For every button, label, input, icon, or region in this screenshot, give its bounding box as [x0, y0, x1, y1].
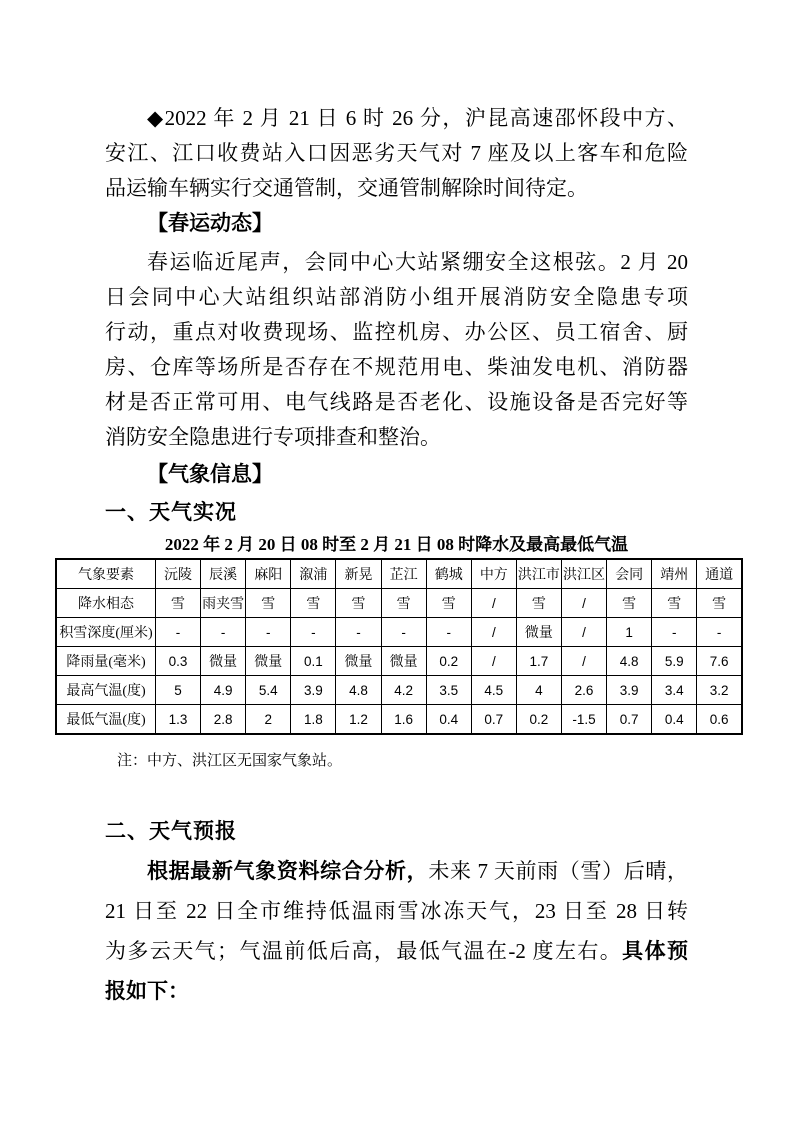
- weather-forecast-heading: 二、天气预报: [105, 820, 237, 843]
- text-run: 品运输车辆实行交通管制，交通管制解除时间待定。: [105, 176, 588, 200]
- text-run: 安江、江口收费站入口因恶劣天气对 7 座及以上客车和危险: [105, 141, 688, 165]
- text-line: [105, 385, 688, 420]
- value-cell: 雪: [291, 589, 336, 618]
- text-run: 为多云天气；气温前低后高，最低气温在-2 度左右。: [105, 939, 623, 963]
- text-line: [105, 350, 688, 385]
- header-cell-station: 洪江区: [561, 559, 606, 589]
- value-cell: /: [561, 589, 606, 618]
- value-cell: 5.9: [652, 647, 697, 676]
- value-cell: 4.8: [607, 647, 652, 676]
- value-cell: 0.6: [697, 705, 742, 735]
- value-cell: 微量: [336, 647, 381, 676]
- text-line: [105, 245, 688, 280]
- value-cell: 0.4: [426, 705, 471, 735]
- bold-text-run: 具体预: [622, 939, 688, 963]
- table-row: [56, 647, 742, 676]
- weather-info-heading: 【气象信息】: [147, 463, 273, 486]
- text-line: [105, 136, 688, 171]
- value-cell: /: [471, 618, 516, 647]
- value-cell: 雪: [246, 589, 291, 618]
- value-cell: 5: [156, 676, 201, 705]
- text-run: 行动，重点对收费现场、监控机房、办公区、员工宿舍、厨: [105, 320, 688, 344]
- value-cell: 3.9: [291, 676, 336, 705]
- value-cell: 4.2: [381, 676, 426, 705]
- text-run: 消防安全隐患进行专项排查和整治。: [105, 425, 441, 449]
- row-label-cell: 最低气温(度): [56, 705, 156, 735]
- forecast-paragraph: [105, 851, 688, 1011]
- value-cell: 1.8: [291, 705, 336, 735]
- value-cell: 雪: [516, 589, 561, 618]
- value-cell: 0.2: [426, 647, 471, 676]
- value-cell: 微量: [381, 647, 426, 676]
- value-cell: 1.6: [381, 705, 426, 735]
- value-cell: 雨夹雪: [201, 589, 246, 618]
- header-cell-station: 中方: [471, 559, 516, 589]
- text-run: 房、仓库等场所是否存在不规范用电、柴油发电机、消防器: [105, 355, 688, 379]
- header-cell-station: 鹤城: [426, 559, 471, 589]
- value-cell: -: [201, 618, 246, 647]
- value-cell: 1: [607, 618, 652, 647]
- value-cell: 雪: [607, 589, 652, 618]
- value-cell: /: [561, 647, 606, 676]
- text-run: 21 日至 22 日全市维持低温雨雪冰冻天气，23 日至 28 日转: [105, 899, 688, 923]
- value-cell: 3.5: [426, 676, 471, 705]
- weather-actual-heading: 一、天气实况: [105, 501, 237, 524]
- text-line: [105, 420, 688, 455]
- value-cell: 微量: [516, 618, 561, 647]
- text-line: [105, 931, 688, 971]
- header-cell-station: 辰溪: [201, 559, 246, 589]
- traffic-control-paragraph: [105, 101, 688, 206]
- text-line: [105, 315, 688, 350]
- value-cell: 0.4: [652, 705, 697, 735]
- value-cell: -: [336, 618, 381, 647]
- header-cell-element: 气象要素: [56, 559, 156, 589]
- header-cell-station: 通道: [697, 559, 742, 589]
- value-cell: 2.8: [201, 705, 246, 735]
- weather-table-title: 2022 年 2 月 20 日 08 时至 2 月 21 日 08 时降水及最高最低气温: [164, 535, 629, 554]
- value-cell: 5.4: [246, 676, 291, 705]
- value-cell: -1.5: [561, 705, 606, 735]
- text-run: ◆2022 年 2 月 21 日 6 时 26 分，沪昆高速邵怀段中方、: [147, 106, 688, 130]
- value-cell: 雪: [426, 589, 471, 618]
- weather-table: [55, 558, 743, 735]
- header-cell-station: 麻阳: [246, 559, 291, 589]
- table-row: [56, 589, 742, 618]
- text-line: [105, 280, 688, 315]
- value-cell: -: [426, 618, 471, 647]
- bold-text-run: 报如下：: [105, 979, 189, 1003]
- header-cell-station: 新晃: [336, 559, 381, 589]
- value-cell: /: [561, 618, 606, 647]
- table-row: [56, 676, 742, 705]
- value-cell: /: [471, 647, 516, 676]
- text-run: 未来 7 天前雨（雪）后晴，: [428, 859, 689, 883]
- value-cell: 雪: [697, 589, 742, 618]
- table-row: [56, 618, 742, 647]
- value-cell: 微量: [246, 647, 291, 676]
- value-cell: 1.2: [336, 705, 381, 735]
- row-label-cell: 降水相态: [56, 589, 156, 618]
- value-cell: 0.3: [156, 647, 201, 676]
- value-cell: 7.6: [697, 647, 742, 676]
- value-cell: 0.1: [291, 647, 336, 676]
- value-cell: 0.7: [607, 705, 652, 735]
- value-cell: 4.5: [471, 676, 516, 705]
- value-cell: -: [652, 618, 697, 647]
- table-header-row: [56, 559, 742, 589]
- bold-text-run: 根据最新气象资料综合分析，: [147, 859, 429, 883]
- text-line: [105, 101, 688, 136]
- value-cell: 0.7: [471, 705, 516, 735]
- table-row: [56, 705, 742, 735]
- value-cell: 4.9: [201, 676, 246, 705]
- text-line: [105, 891, 688, 931]
- spring-transport-heading: 【春运动态】: [147, 212, 273, 235]
- text-run: 日会同中心大站组织站部消防小组开展消防安全隐患专项: [105, 285, 688, 309]
- text-line: [105, 851, 688, 891]
- row-label-cell: 积雪深度(厘米): [56, 618, 156, 647]
- value-cell: 雪: [156, 589, 201, 618]
- header-cell-station: 芷江: [381, 559, 426, 589]
- value-cell: 4: [516, 676, 561, 705]
- value-cell: -: [246, 618, 291, 647]
- value-cell: -: [697, 618, 742, 647]
- row-label-cell: 最高气温(度): [56, 676, 156, 705]
- value-cell: 3.2: [697, 676, 742, 705]
- table-note: 注：中方、洪江区无国家气象站。: [117, 753, 343, 769]
- row-label-cell: 降雨量(毫米): [56, 647, 156, 676]
- text-line: [105, 171, 688, 206]
- text-run: 春运临近尾声，会同中心大站紧绷安全这根弦。2 月 20: [147, 250, 688, 274]
- value-cell: 2: [246, 705, 291, 735]
- header-cell-station: 溆浦: [291, 559, 336, 589]
- value-cell: 微量: [201, 647, 246, 676]
- value-cell: 0.2: [516, 705, 561, 735]
- value-cell: 3.4: [652, 676, 697, 705]
- value-cell: 雪: [336, 589, 381, 618]
- value-cell: 雪: [381, 589, 426, 618]
- header-cell-station: 靖州: [652, 559, 697, 589]
- value-cell: 4.8: [336, 676, 381, 705]
- value-cell: /: [471, 589, 516, 618]
- text-run: 材是否正常可用、电气线路是否老化、设施设备是否完好等: [105, 390, 688, 414]
- value-cell: 雪: [652, 589, 697, 618]
- header-cell-station: 洪江市: [516, 559, 561, 589]
- header-cell-station: 会同: [607, 559, 652, 589]
- value-cell: 2.6: [561, 676, 606, 705]
- text-line: [105, 971, 688, 1011]
- fire-safety-paragraph: [105, 245, 688, 455]
- value-cell: 3.9: [607, 676, 652, 705]
- value-cell: 1.3: [156, 705, 201, 735]
- value-cell: -: [291, 618, 336, 647]
- header-cell-station: 沅陵: [156, 559, 201, 589]
- value-cell: 1.7: [516, 647, 561, 676]
- value-cell: -: [156, 618, 201, 647]
- value-cell: -: [381, 618, 426, 647]
